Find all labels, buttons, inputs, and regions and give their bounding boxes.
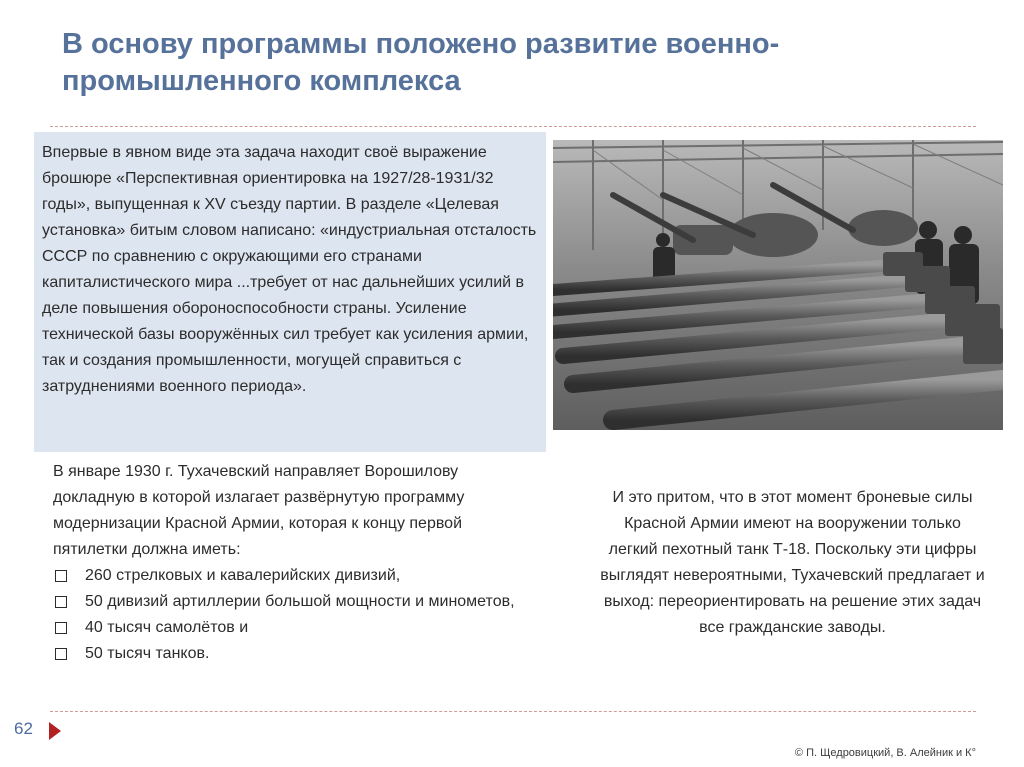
checkbox-bullet-icon <box>55 622 67 634</box>
list-item: 40 тысяч самолётов и <box>53 615 531 641</box>
next-slide-arrow-icon[interactable] <box>49 722 61 740</box>
list-item: 50 тысяч танков. <box>53 641 531 667</box>
right-column-text: И это притом, что в этот момент броневые силы Красной Армии имеют на вооружении только легкий пехотный танк Т-18. Поскольку эти цифры выглядят невероятными, Тухачевский предлагает и выход: переориентировать на решение этих задач все гражданские заводы. <box>600 489 985 636</box>
slide-title: В основу программы положено развитие военно-промышленного комплекса <box>62 28 780 97</box>
program-list <box>53 563 531 667</box>
bottom-divider <box>50 711 976 712</box>
checkbox-bullet-icon <box>55 596 67 608</box>
page-number: 62 <box>14 719 33 738</box>
list-item: 260 стрелковых и кавалерийских дивизий, <box>53 563 531 589</box>
program-intro: В январе 1930 г. Тухачевский направляет Ворошилову докладную в которой излагает развёрнутую программу модернизации Красной Армии, которая к концу первой пятилетки должна иметь: <box>53 463 465 558</box>
factory-photo <box>553 140 1003 430</box>
top-divider <box>50 126 976 127</box>
copyright: © П. Щедровицкий, В. Алейник и К° <box>794 747 976 759</box>
checkbox-bullet-icon <box>55 648 67 660</box>
left-column <box>53 459 531 667</box>
checkbox-bullet-icon <box>55 570 67 582</box>
list-item: 50 дивизий артиллерии большой мощности и минометов, <box>53 589 531 615</box>
quote-text: Впервые в явном виде эта задача находит своё выражение брошюре «Перспективная ориентировка на 1927/28-1931/32 годы», выпущенная к XV съезду партии. В разделе «Целевая установка» битым словом написано: «индустриальная отсталость СССР по сравнению с окружающими его странами капиталистического мира ...требует от нас дальнейших усилий в деле повышения обороноспособности страны. Усиление технической базы вооружённых сил требует как усиления армии, так и создания промышленности, могущей справиться с затруднениями военного периода». <box>42 144 537 395</box>
